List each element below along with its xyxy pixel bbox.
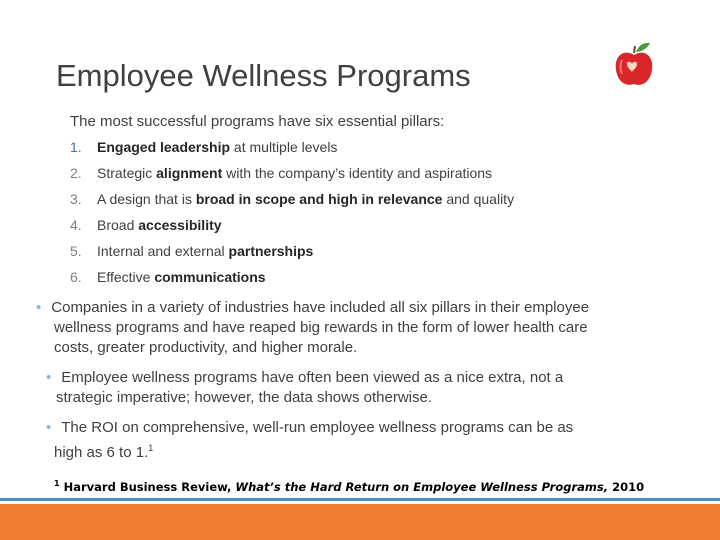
bullet-text: high as 6 to 1. bbox=[54, 444, 149, 461]
bullet-item bbox=[46, 368, 656, 408]
footnote-source: Harvard Business Review, bbox=[63, 479, 232, 494]
bullet-item bbox=[36, 298, 666, 358]
pillar-bold: communications bbox=[154, 269, 266, 285]
bullet-item bbox=[46, 418, 656, 463]
bullet-line bbox=[46, 368, 656, 388]
pillar-text: Broad bbox=[97, 217, 139, 233]
pillar-number: 4. bbox=[70, 217, 82, 233]
bullet-text: costs, greater productivity, and higher morale. bbox=[54, 339, 358, 356]
pillar-bold: accessibility bbox=[138, 217, 222, 233]
bullet-dot-icon: • bbox=[36, 299, 42, 316]
bullet-dot-icon: • bbox=[46, 369, 52, 386]
bullet-line bbox=[46, 418, 656, 438]
pillar-item bbox=[70, 215, 514, 241]
pillar-item bbox=[70, 163, 514, 189]
bullet-text: Companies in a variety of industries have included all six pillars in their employee bbox=[51, 299, 590, 316]
pillar-bold: Engaged leadership bbox=[97, 139, 231, 155]
pillar-number: 5. bbox=[70, 243, 82, 259]
pillar-text: Effective bbox=[97, 269, 155, 285]
pillars-list bbox=[70, 137, 514, 293]
pillar-text: Internal and external bbox=[97, 243, 229, 259]
pillar-item bbox=[70, 137, 514, 163]
bullet-line bbox=[46, 438, 656, 463]
intro-text: The most successful programs have six essential pillars: bbox=[70, 113, 445, 130]
pillar-item bbox=[70, 241, 514, 267]
footnote-year: 2010 bbox=[612, 479, 645, 494]
pillar-number: 2. bbox=[70, 165, 82, 181]
apple-heart-icon bbox=[612, 40, 656, 88]
pillar-item bbox=[70, 189, 514, 215]
footnote-article: What’s the Hard Return on Employee Wellness Programs, bbox=[235, 479, 609, 494]
pillar-text: with the company’s identity and aspirations bbox=[222, 165, 493, 181]
pillar-text: Strategic bbox=[97, 165, 157, 181]
footnote-ref: 1 bbox=[148, 443, 154, 453]
bullet-line bbox=[36, 298, 666, 318]
accent-line bbox=[0, 498, 720, 501]
pillar-item bbox=[70, 267, 514, 293]
pillar-number: 6. bbox=[70, 269, 82, 285]
footer-bar bbox=[0, 504, 720, 540]
bullet-text: Employee wellness programs have often been viewed as a nice extra, not a bbox=[61, 369, 564, 386]
pillar-number: 1. bbox=[70, 139, 82, 155]
bullet-text: The ROI on comprehensive, well-run employee wellness programs can be as bbox=[61, 419, 574, 436]
pillar-text: A design that is bbox=[97, 191, 196, 207]
bullet-dot-icon: • bbox=[46, 419, 52, 436]
pillar-text: and quality bbox=[442, 191, 515, 207]
pillar-number: 3. bbox=[70, 191, 82, 207]
slide-title: Employee Wellness Programs bbox=[56, 58, 471, 93]
footnote-marker: 1 bbox=[54, 479, 60, 488]
pillar-bold: partnerships bbox=[228, 243, 314, 259]
bullet-text: wellness programs and have reaped big rewards in the form of lower health care bbox=[54, 319, 588, 336]
pillar-bold: broad in scope and high in relevance bbox=[195, 191, 443, 207]
footnote bbox=[54, 479, 644, 494]
pillar-text: at multiple levels bbox=[230, 139, 338, 155]
bullet-text: strategic imperative; however, the data shows otherwise. bbox=[56, 389, 433, 406]
pillar-bold: alignment bbox=[156, 165, 223, 181]
